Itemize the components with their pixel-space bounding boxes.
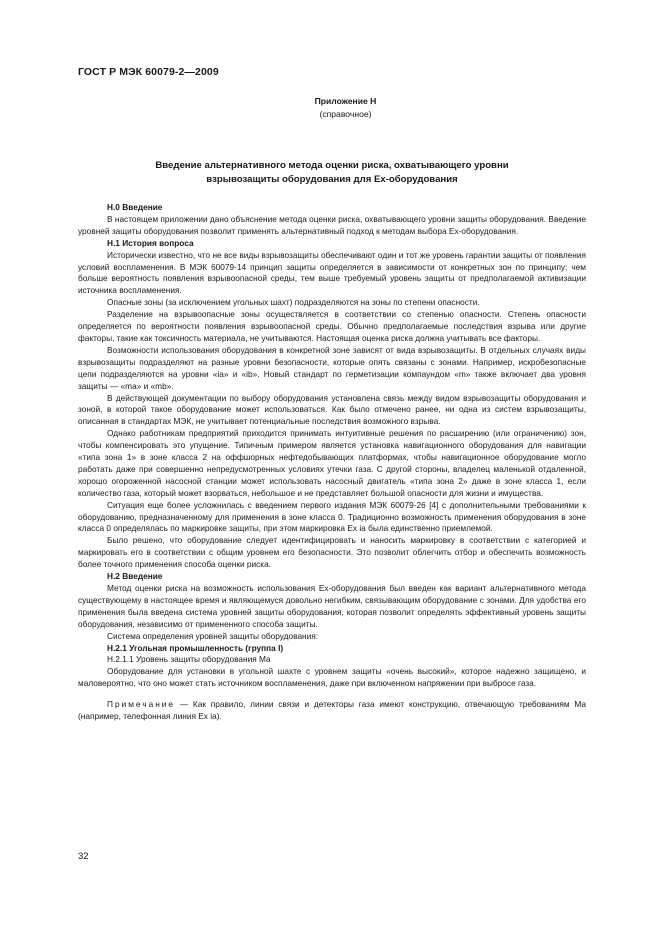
paragraph: Возможности использования оборудования в конкретной зоне зависят от вида взрывозащиты. В отдельных случаях виды взрывозащиты подразделяют на разные уровни безопасности, которые опять связаны с зонами. Например, искробезопасные цепи подразделяются на уровни «ia» и «ib». Новый стандарт по герметизации компаундом «m» также включает два уровня защиты — «ma» и «mb». [78, 344, 586, 391]
annex-title: Приложение Н [314, 96, 377, 106]
paragraph: Оборудование для установки в угольной шахте с уровнем защиты «очень высокий», которое надежно защищено, и маловероятно, что оно может стать источником воспламенения, даже при включенном напряжении при выбросе газа. [78, 666, 586, 689]
paragraph: Исторически известно, что не все виды взрывозащиты обеспечивают один и тот же уровень гарантии защиты от появления условий воспламенения. В МЭК 60079-14 принцип защиты определяется в зависимости от конкретных зон по принципу: чем больше вероятность появления взрывоопасной среды, тем выше требуемый уровень защиты от предполагаемой активизации источника воспламенения. [78, 249, 586, 296]
annex-type: (справочное) [319, 109, 372, 119]
note-label: Примечание [107, 699, 176, 710]
annex-main-title [78, 159, 586, 187]
title-line-2: взрывозащиты оборудования для Ex-оборудования [206, 174, 458, 185]
section-h1-heading: Н.1 История вопроса [107, 237, 194, 248]
section-h21-heading: Н.2.1 Угольная промышленность (группа I) [107, 642, 284, 653]
paragraph: Однако работникам предприятий приходится принимать интуитивные решения по расширению (или ограничению) зон, чтобы компенсировать это упущение. Типичным примером является установка навигационного оборудования для навигации «типа зона 1» в зоне класса 2 на оффшорных нефтедобывающих платформах, чтобы навигационное оборудование могло работать даже при совершенно непредусмотренных условиях утечки газа. С другой стороны, владелец маленькой отдаленной, хорошо огороженной насосной станции может использовать насосный двигатель «типа зона 2» даже в зоне класса 1, если количество газа, который может взорваться, небольшое и не представляет большой опасности для жизни и имущества. [78, 428, 586, 498]
paragraph: Ситуация еще более усложнилась с введением первого издания МЭК 60079-26 [4] с дополнительными требованиями к оборудованию, предназначенному для применения в зоне класса 0. Традиционно возможность применения оборудования в зоне класса 0 определялась по маркировке защиты, при этом маркировка Ex ia была единственно приемлемой. [78, 499, 586, 534]
paragraph: Метод оценки риска на возможность использования Ex-оборудования был введен как вариант альтернативного метода существующему в настоящее время и являющемуся довольно негибким, связывающим оборудование с зонами. Для удобства его применения была введена система уровней защиты оборудования, которая позволит определять эффективный уровень защиты оборудования, независимо от примененного способа защиты. [78, 583, 586, 629]
paragraph: В настоящем приложении дано объяснение метода оценки риска, охватывающего уровни защиты оборудования. Введение уровней защиты оборудования позволит применять альтернативный подход к методам выбора Ex-оборудования. [78, 213, 586, 236]
paragraph: В действующей документации по выбору оборудования установлена связь между видом взрывозащиты оборудования и зоной, в которой такое оборудование может использоваться. Как было отмечено ранее, ни одна из систем взрывозащиты, описанная в стандартах МЭК, не учитывает потенциальные последствия возможного взрыва. [78, 392, 586, 427]
section-h0-heading: Н.0 Введение [107, 202, 163, 212]
page-number: 32 [78, 851, 89, 862]
section-h2-heading: Н.2 Введение [107, 571, 163, 582]
note [78, 699, 586, 723]
paragraph: Опасные зоны (за исключением угольных шахт) подразделяются на зоны по степени опасности. [107, 297, 480, 308]
paragraph: Разделение на взрывоопасные зоны осуществляется в соответствии со степенью опасности. Степень опасности определяется по вероятности появления взрывоопасной среды. Обычно предполагаемые последствия взрыва или другие факторы, такие как токсичность материала, не учитываются. Настоящая оценка риска должна учитывать все факторы. [78, 309, 586, 343]
document-body [78, 202, 586, 723]
paragraph: Было решено, что оборудование следует идентифицировать и наносить маркировку в соответствии с категорией и маркировать его в соответствии с общим уровнем его безопасности. Это позволит облегчить отбор и обеспечить возможность более точного применения способа оценки риска. [78, 535, 586, 570]
standard-header: ГОСТ Р МЭК 60079-2—2009 [78, 66, 219, 78]
section-h211-heading: Н.2.1.1 Уровень защиты оборудования Ма [107, 654, 271, 665]
note-text: — Как правило, линии связи и детекторы газа имеют конструкцию, отвечающую требованиям Ма (например, телефонная линия Ex ia). [78, 699, 586, 722]
paragraph: Система определения уровней защиты оборудования: [107, 630, 319, 641]
title-line-1: Введение альтернативного метода оценки риска, охватывающего уровни [155, 160, 509, 171]
annex-heading [0, 95, 661, 121]
